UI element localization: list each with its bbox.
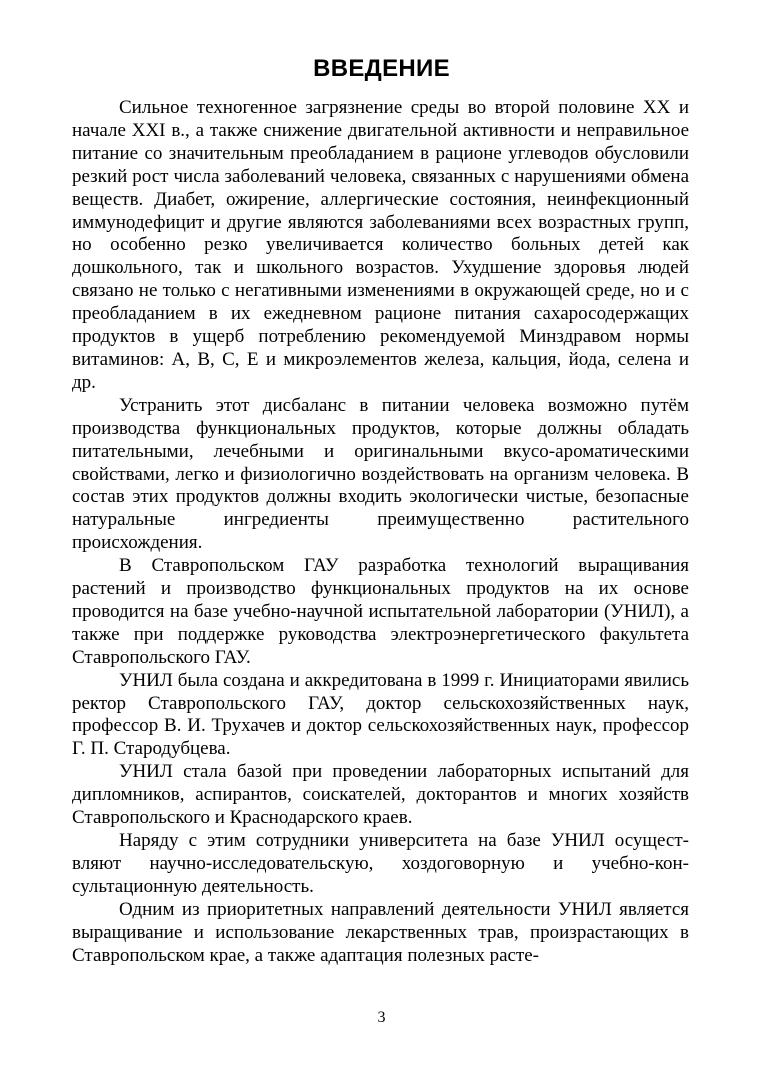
paragraph: Устранить этот дисбаланс в питании человека возможно путём производства функциональных продуктов, которые должны обладать питательными, лечебными и оригинальными вкусо-ароматическими свойствами, легко и физиологично воздействовать на организм человека. В состав этих продуктов должны входить экологически чистые, безопасные натуральные ингредиенты преимущественно растительного происхождения. — [72, 394, 689, 554]
page-title: ВВЕДЕНИЕ — [313, 55, 450, 82]
paragraph: Сильное техногенное загрязнение среды во второй половине XX и начале XXI в., а также снижение двигательной активности и неправильное питание со значительным преобладанием в рационе углеводов обусловили резкий рост числа заболеваний человека, связанных с нарушениями обмена веществ. Диабет, ожирение, аллергические состояния, неинфекционный иммунодефицит и другие являются заболеваниями всех возрастных групп, но особенно резко увеличивается количество больных детей как дошкольного, так и школьного возрастов. Ухудшение здоровья людей связано не только с негативными изменениями в окружающей среде, но и с преобладанием в их ежедневном рационе питания сахаросодержащих продуктов в ущерб потреблению рекомендуемой Минздравом нормы витаминов: А, В, С, Е и микроэлементов железа, кальция, йода, селена и др. — [72, 97, 689, 393]
paragraph: Одним из приоритетных направлений деятельности УНИЛ является выращивание и использование лекарственных трав, произрастающих в Ставропольском крае, а также адаптация полезных расте- — [72, 898, 689, 966]
body-text — [72, 97, 689, 967]
paragraph: Наряду с этим сотрудники университета на базе УНИЛ осуществляют научно-исследовательскую, хоздоговорную и учебно-консультационную деятельность. — [72, 830, 689, 897]
page-number: 3 — [377, 1009, 386, 1026]
paragraph: УНИЛ была создана и аккредитована в 1999 г. Инициаторами явились ректор Ставропольского ГАУ, доктор сельскохозяйственных наук, профессор В. И. Трухачев и доктор сельскохозяйственных наук, профессор Г. П. Стародубцева. — [72, 669, 689, 760]
paragraph: В Ставропольском ГАУ разработка технологий выращивания растений и производство функциональных продуктов на их основе проводится на базе учебно-научной испытательной лаборатории (УНИЛ), а также при поддержке руководства электроэнергетического факультета Ставропольского ГАУ. — [72, 555, 689, 668]
paragraph: УНИЛ стала базой при проведении лабораторных испытаний для дипломников, аспирантов, соискателей, докторантов и многих хозяйств Ставропольского и Краснодарского краев. — [72, 761, 689, 829]
